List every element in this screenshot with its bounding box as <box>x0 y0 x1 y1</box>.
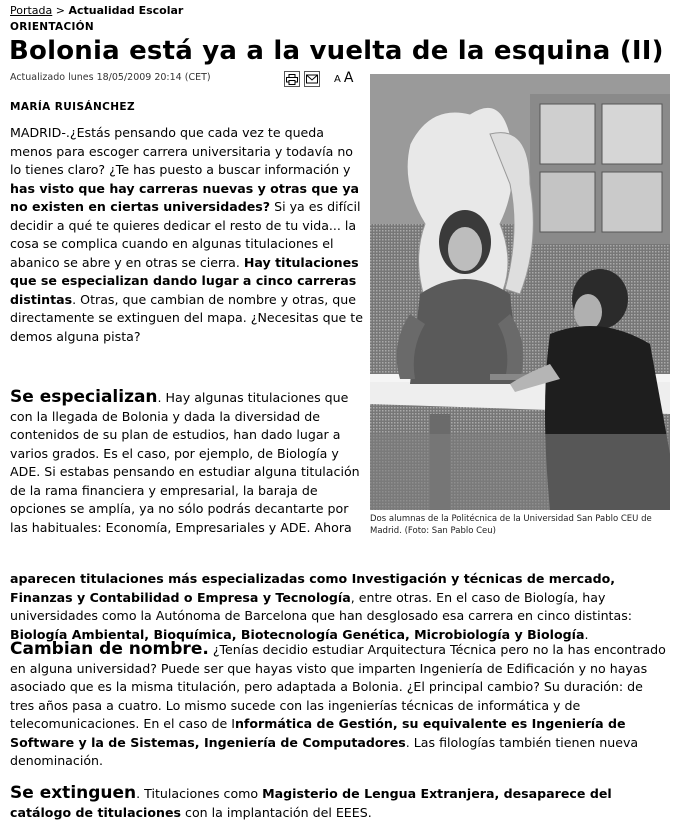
text-run: . Otras, que cambian de nombre y otras, que directamente se extinguen del mapa. ¿Necesitas que te demos alguna pista? <box>10 291 363 344</box>
envelope-icon[interactable] <box>304 71 320 87</box>
section-label: ORIENTACIÓN <box>10 21 94 33</box>
text-run: . <box>584 626 589 642</box>
page-title: Bolonia está ya a la vuelta de la esquina (II) <box>9 36 664 66</box>
font-size-controls <box>334 69 353 89</box>
breadcrumb-separator: > <box>55 4 65 17</box>
article-tools <box>284 70 320 88</box>
paragraph-se-especializan <box>10 388 366 537</box>
breadcrumb <box>10 4 183 18</box>
printer-icon[interactable] <box>284 71 300 87</box>
paragraph-titulaciones-especializadas <box>10 570 670 644</box>
text-run: , entre otras. En el caso de Biología, hay universidades como la Autónoma de Barcelona que han desglosado esa carrera en cinco distintas: <box>10 589 633 623</box>
students-photo-illustration <box>370 74 670 510</box>
text-run: MADRID-.¿Estás pensando que cada vez te queda menos para escoger carrera universitaria y todavía no lo tienes claro? ¿Te has puesto a buscar información y <box>10 125 354 177</box>
breadcrumb-home-link[interactable]: Portada <box>10 4 53 17</box>
lead-heading: Se especializan <box>10 387 158 407</box>
paragraph-intro <box>10 124 366 346</box>
text-run: . Las filologías también tienen nueva denominación. <box>10 734 639 768</box>
increase-font-button[interactable]: A <box>343 70 354 86</box>
text-run: . Titulaciones como <box>136 786 263 801</box>
highlight-text: nformática de Gestión, su equivalente es Ingeniería de Software y la de Sistemas, Ingeniería de Computadores <box>10 716 626 750</box>
author-byline: MARÍA RUISÁNCHEZ <box>10 101 136 113</box>
highlight-text: has visto que hay carreras nuevas y otras que ya no existen en ciertas universidades? <box>10 180 360 214</box>
text-run: . Hay algunas titulaciones que con la llegada de Bolonia y dada la diversidad de contenidos de su plan de estudios, han dado lugar a varios grados. Es el caso, por ejemplo, de Biología y ADE. Si estabas pensando en estudiar alguna titulación de la rama financiera y empresarial, la baraja de opciones se amplía, ya no sólo podrás decantarte por las habituales: Economía, Empresariales y ADE. Ahora <box>10 390 360 535</box>
highlight-text: Magisterio de Lengua Extranjera, desaparece del catálogo de titulaciones <box>10 786 612 820</box>
breadcrumb-current: Actualidad Escolar <box>68 4 184 17</box>
article-photo <box>370 74 670 510</box>
text-run: Si ya es difícil decidir a qué te quieres dedicar el resto de tu vida... la cosa se complica cuando en algunas titulaciones el abanico se abre y en otras se cierra. <box>10 199 361 270</box>
lead-heading: Se extinguen <box>10 783 137 803</box>
paragraph-cambian-de-nombre <box>10 640 670 771</box>
updated-timestamp: Actualizado lunes 18/05/2009 20:14 (CET) <box>10 72 211 83</box>
text-run: con la implantación del EEES. <box>181 804 372 820</box>
highlight-text: Biología Ambiental, Bioquímica, Biotecnología Genética, Microbiología y Biología <box>10 626 585 642</box>
text-run: ¿Tenías decidio estudiar Arquitectura Técnica pero no la has encontrado en alguna universidad? Puede ser que hayas visto que imparten Ingeniería de Edificación y no hayas asociado que es la misma titulación, pero adaptada a Bolonia. ¿El principal cambio? Su duración: de tres años pasa a cuatro. Lo mismo sucede con las ingenierías técnicas de informática y de telecomunicaciones. En el caso de I <box>10 642 666 731</box>
paragraph-se-extinguen <box>10 784 670 822</box>
photo-caption: Dos alumnas de la Politécnica de la Universidad San Pablo CEU de Madrid. (Foto: San Pablo Ceu) <box>370 514 652 536</box>
decrease-font-button[interactable]: A <box>334 74 341 85</box>
lead-heading: Cambian de nombre. <box>10 639 209 659</box>
highlight-text: Hay titulaciones que se especializan dando lugar a cinco carreras distintas <box>10 254 359 307</box>
highlight-text: aparecen titulaciones más especializadas como Investigación y técnicas de mercado, Finanzas y Contabilidad o Empresa y Tecnología <box>10 571 616 605</box>
